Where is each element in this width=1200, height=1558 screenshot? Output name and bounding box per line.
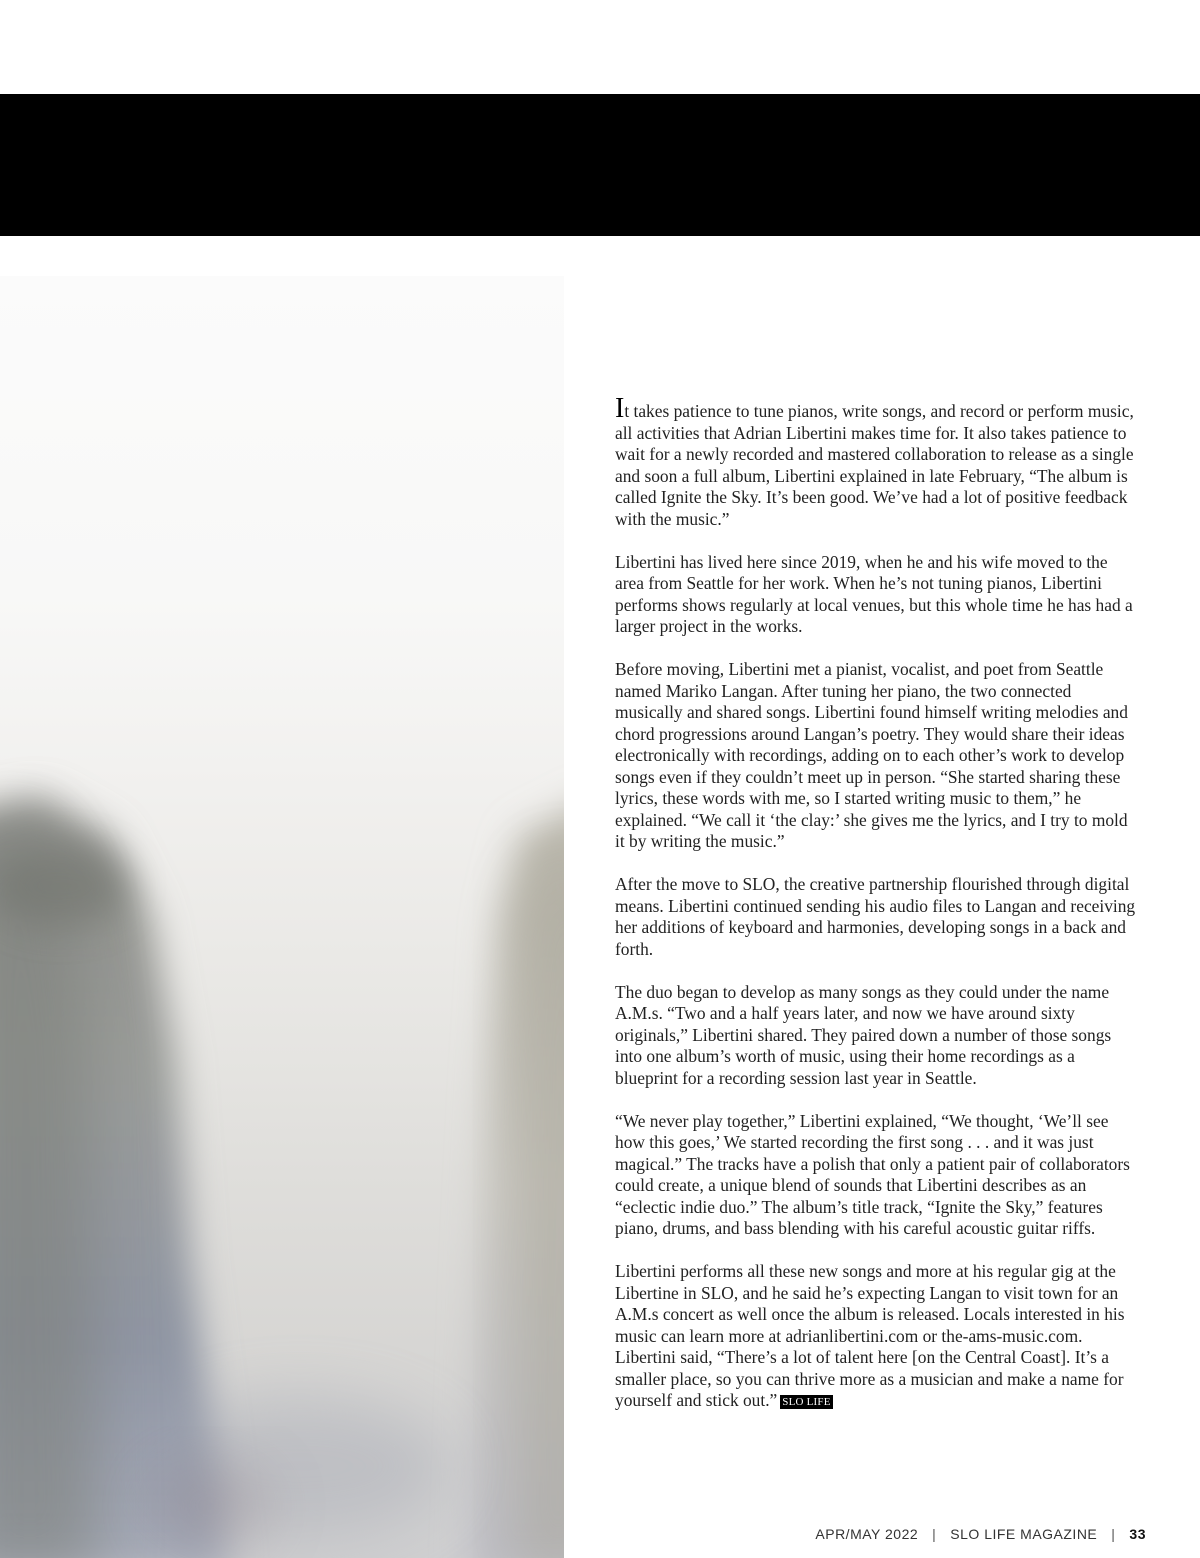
page-number: 33	[1129, 1526, 1146, 1542]
footer-separator: |	[1111, 1526, 1116, 1542]
page-footer	[815, 1526, 1146, 1542]
article-paragraph-4: After the move to SLO, the creative partnership flourished through digital means. Libertini continued sending his audio files to Langan and receiving her additions of keyboard and harmonies, developing songs in a back and forth.	[615, 874, 1136, 959]
magazine-name: SLO LIFE MAGAZINE	[950, 1526, 1098, 1542]
issue-date: APR/MAY 2022	[815, 1526, 919, 1542]
paragraph-text: Libertini performs all these new songs and more at his regular gig at the Libertine in SLO, and he said he’s expecting Langan to visit town for an A.M.s concert as well once the album is released. Locals interested in his music can learn more at adrianlibertini.com or the-ams-music.com. Libertini said, “There’s a lot of talent here [on the Central Coast]. It’s a smaller place, so you can thrive more as a musician and make a name for yourself and stick out.”	[615, 1261, 1125, 1410]
article-paragraph-5: The duo began to develop as many songs as they could under the name A.M.s. “Two and a half years later, and now we have around sixty originals,” Libertini shared. They paired down a number of those songs into one album’s worth of music, using their home recordings as a blueprint for a recording session last year in Seattle.	[615, 981, 1112, 1088]
header-black-band	[0, 94, 1200, 236]
blurred-street-photo	[0, 276, 564, 1558]
slo-life-end-mark: SLO LIFE	[782, 1396, 831, 1408]
article-paragraph-7	[615, 1261, 1137, 1412]
footer-separator: |	[932, 1526, 937, 1542]
article-body	[615, 393, 1137, 1433]
drop-cap: I	[615, 393, 625, 424]
paragraph-text: t takes patience to tune pianos, write songs, and record or perform music, all activities that Adrian Libertini makes time for. It also takes patience to wait for a newly recorded and mastered collaboration to release as a single and soon a full album, Libertini explained in late February, “The album is called Ignite the Sky. It’s been good. We’ve had a lot of positive feedback with the music.”	[615, 401, 1134, 529]
article-paragraph-6: “We never play together,” Libertini explained, “We thought, ‘We’ll see how this goes,’ We started recording the first song . . . and it was just magical.” The tracks have a polish that only a patient pair of collaborators could create, a unique blend of sounds that Libertini describes as an “eclectic indie duo.” The album’s title track, “Ignite the Sky,” features piano, drums, and bass blending with his careful acoustic guitar riffs.	[615, 1110, 1130, 1238]
article-paragraph-3: Before moving, Libertini met a pianist, vocalist, and poet from Seattle named Mariko Langan. After tuning her piano, the two connected musically and shared songs. Libertini found himself writing melodies and chord progressions around Langan’s poetry. They would share their ideas electronically with recordings, adding on to each other’s work to develop songs even if they couldn’t meet up in person. “She started sharing these lyrics, these words with me, so I started writing music to them,” he explained. “We call it ‘the clay:’ she gives me the lyrics, and I try to mold it by writing the music.”	[615, 659, 1128, 851]
article-paragraph-1	[615, 393, 1137, 530]
article-paragraph-2: Libertini has lived here since 2019, when he and his wife moved to the area from Seattle for her work. When he’s not tuning pianos, Libertini performs shows regularly at local venues, but this whole time he has had a larger project in the works.	[615, 551, 1133, 636]
